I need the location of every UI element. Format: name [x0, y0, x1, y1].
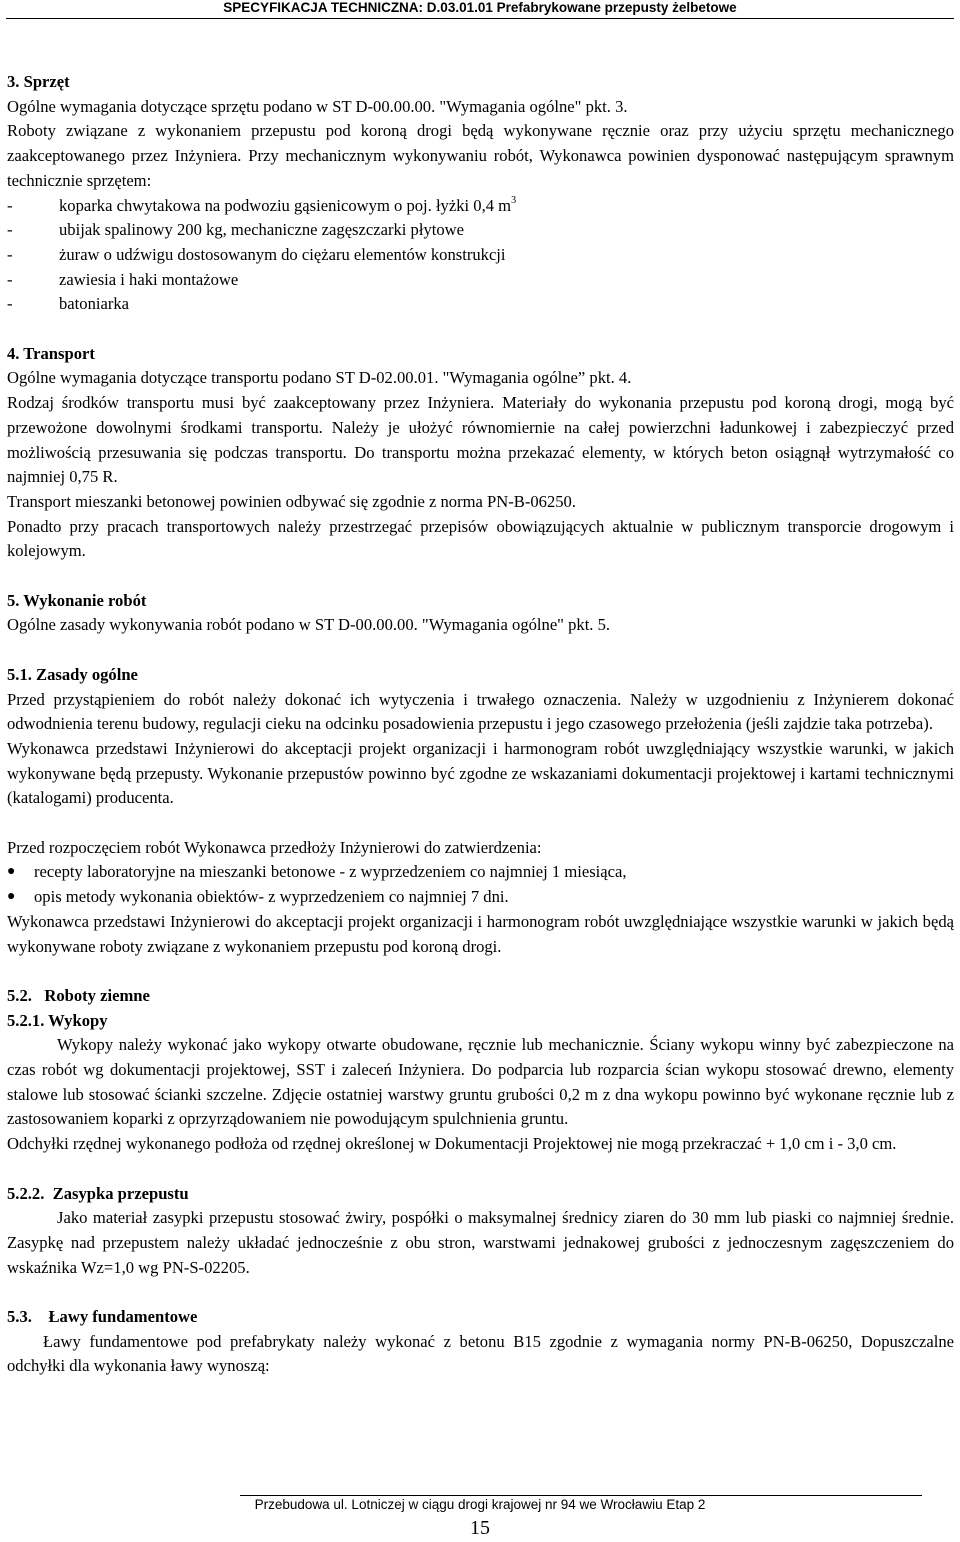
paragraph: Ogólne zasady wykonywania robót podano w ST D-00.00.00. "Wymagania ogólne" pkt. 5.	[7, 615, 611, 635]
paragraph: Odchyłki rzędnej wykonanego podłoża od rzędnej określonej w Dokumentacji Projektowej nie mogą przekraczać + 1,0 cm i - 3,0 cm.	[7, 1134, 897, 1154]
paragraph: Jako materiał zasypki przepustu stosować żwiry, pospółki o maksymalnej średnicy ziaren do 30 mm lub piaski co najmniej średnie. Zasypkę nad przepustem należy układać jednocześnie z obu stron, warstwami jednakowej grubości z jednoczesnym zagęszczeniem do wskaźnika Wz=1,0 wg PN-S-02205.	[7, 1208, 954, 1277]
footer-rule	[240, 1495, 922, 1496]
section-3-heading: 3. Sprzęt	[7, 72, 70, 91]
equipment-list	[7, 194, 954, 318]
list-item-text: zawiesia i haki montażowe	[59, 269, 239, 289]
header-rule	[6, 18, 954, 19]
page-number: 15	[470, 1517, 490, 1539]
paragraph: Roboty związane z wykonaniem przepustu pod koroną drogi będą wykonywane ręcznie oraz przy użyciu sprzętu mechanicznego zaakceptowanego przez Inżyniera. Przy mechanicznym wykonywaniu robót, Wykonawca powinien dysponować następującym sprawnym technicznie sprzętem:	[7, 121, 954, 190]
dash-marker: -	[7, 294, 13, 314]
paragraph: Ławy fundamentowe pod prefabrykaty należy wykonać z betonu B15 zgodnie z wymagania normy PN-B-06250, Dopuszczalne odchyłki dla wykonania ławy wynoszą:	[7, 1331, 954, 1376]
list-item-text: opis metody wykonania obiektów- z wyprzedzeniem co najmniej 7 dni.	[34, 887, 509, 907]
list-item-text: koparka chwytakowa na podwoziu gąsienicowym o poj. łyżki 0,4 m	[59, 195, 512, 215]
list-item-text: batoniarka	[59, 294, 130, 314]
section-4-heading: 4. Transport	[7, 343, 95, 363]
dash-marker: -	[7, 244, 13, 264]
paragraph: Wykopy należy wykonać jako wykopy otwarte obudowane, ręcznie lub mechanicznie. Ściany wykopu winny być zabezpieczone na czas robót wg dokumentacji projektowej, SST i zaleceń Inżyniera. Do podparcia lub rozparcia ścian wykopu stosować drewno, elementy stalowe lub stosować ścianki szczelne. Zdjęcie ostatniej warstwy gruntu grubości 0,2 m z dna wykopu powinno być wykonane ręcznie lub z zastosowaniem koparki z oprzyrządowaniem nie powodującym spulchnienia gruntu.	[7, 1035, 954, 1129]
section-5-2-heading: 5.2. Roboty ziemne	[7, 985, 150, 1005]
dash-marker: -	[7, 269, 13, 289]
list-item	[7, 194, 954, 219]
dash-marker: -	[7, 220, 13, 240]
section-5-2-1-heading: 5.2.1. Wykopy	[7, 1010, 108, 1030]
list-item	[7, 218, 954, 243]
list-item-text: ubijak spalinowy 200 kg, mechaniczne zagęszczarki płytowe	[59, 220, 465, 240]
section-5-3-heading: 5.3. Ławy fundamentowe	[7, 1307, 198, 1327]
section-5-heading: 5. Wykonanie robót	[7, 590, 147, 610]
section-5-1-heading: 5.1. Zasady ogólne	[7, 664, 138, 684]
paragraph: Rodzaj środków transportu musi być zaakceptowany przez Inżyniera. Materiały do wykonania przepustu pod koroną drogi, mogą być przewożone dowolnymi środkami transportu. Należy je ułożyć równomiernie na całej powierzchni ładunkowej i zabezpieczyć przed możliwością przesuwania się podczas transportu. Do transportu można przekazać elementy, w których beton osiągnął wytrzymałość co najmniej 0,75 R.	[7, 393, 954, 487]
paragraph: Przed rozpoczęciem robót Wykonawca przedłoży Inżynierowi do zatwierdzenia:	[7, 837, 542, 857]
section-5-2-2-heading: 5.2.2. Zasypka przepustu	[7, 1183, 189, 1203]
page-footer: Przebudowa ul. Lotniczej w ciągu drogi krajowej nr 94 we Wrocławiu Etap 2	[254, 1497, 706, 1512]
list-item	[7, 243, 954, 268]
paragraph: Ponadto przy pracach transportowych należy przestrzegać przepisów obowiązujących aktualnie w publicznym transporcie drogowym i kolejowym.	[7, 516, 954, 561]
list-item	[7, 860, 954, 885]
bullet-icon: ●	[7, 864, 16, 880]
paragraph: Przed przystąpieniem do robót należy dokonać ich wytyczenia i trwałego oznaczenia. Należy w uzgodnieniu z Inżynierem dokonać odwodnienia terenu budowy, regulacji cieku na odcinku posadowienia przepustu i jego czasowego przełożenia (jeśli zajdzie taka potrzeba).	[7, 689, 954, 734]
paragraph: Wykonawca przedstawi Inżynierowi do akceptacji projekt organizacji i harmonogram robót uwzględniający wszystkie warunki, w jakich wykonywane będą przepusty. Wykonanie przepustów powinno być zgodne ze wskazaniami dokumentacji projektowej i kartami technicznymi (katalogami) producenta.	[7, 738, 954, 808]
bullet-icon: ●	[7, 889, 16, 905]
list-item	[7, 292, 954, 317]
page-header: SPECYFIKACJA TECHNICZNA: D.03.01.01 Prefabrykowane przepusty żelbetowe	[223, 0, 737, 15]
paragraph: Transport mieszanki betonowej powinien odbywać się zgodnie z norma PN-B-06250.	[7, 491, 577, 511]
document-body	[7, 70, 954, 1379]
paragraph: Ogólne wymagania dotyczące sprzętu podano w ST D-00.00.00. "Wymagania ogólne" pkt. 3.	[7, 96, 628, 116]
paragraph: Wykonawca przedstawi Inżynierowi do akceptacji projekt organizacji i harmonogram robót uwzględniające wszystkie warunki w jakich będą wykonywane roboty związane z wykonaniem przepustu pod koroną drogi.	[7, 911, 954, 956]
list-item-text: żuraw o udźwigu dostosowanym do ciężaru elementów konstrukcji	[59, 244, 506, 264]
list-item	[7, 268, 954, 293]
paragraph: Ogólne wymagania dotyczące transportu podano ST D-02.00.01. "Wymagania ogólne” pkt. 4.	[7, 368, 632, 388]
list-item-text: recepty laboratoryjne na mieszanki betonowe - z wyprzedzeniem co najmniej 1 miesiąca,	[34, 862, 627, 882]
list-item	[7, 885, 954, 910]
dash-marker: -	[7, 195, 13, 215]
superscript: 3	[511, 194, 517, 206]
